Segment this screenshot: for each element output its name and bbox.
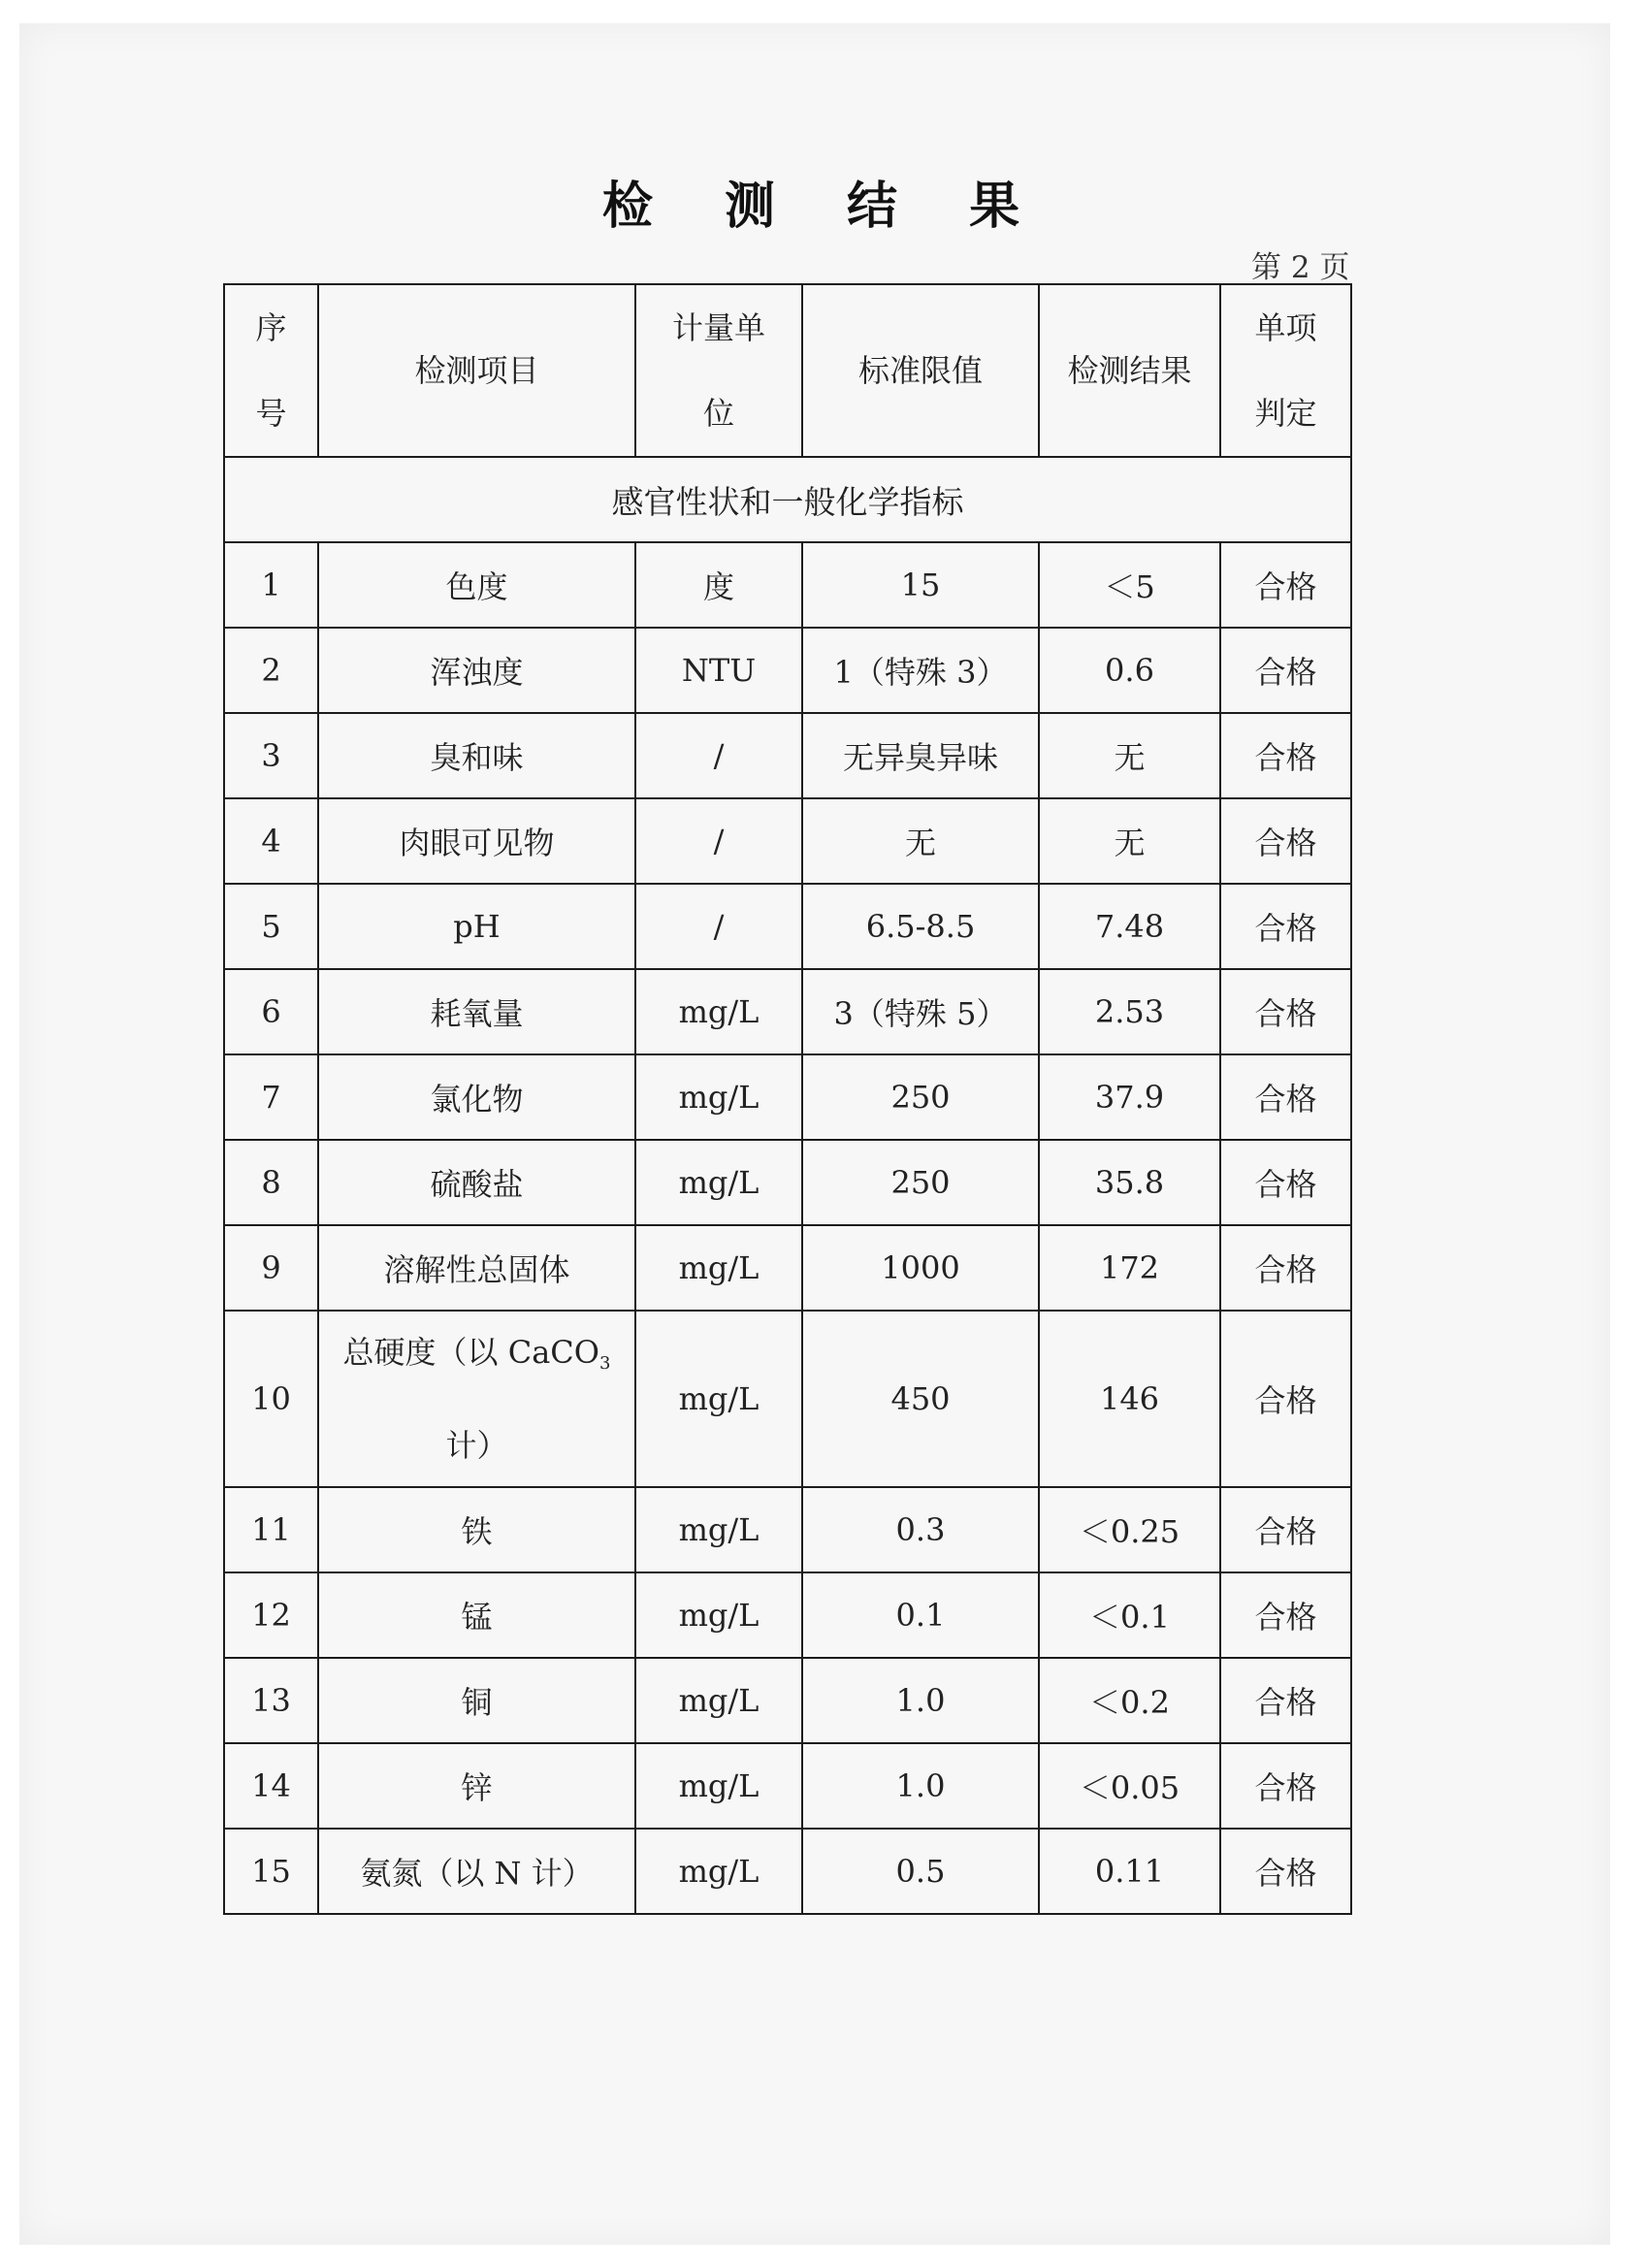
row-unit: 度: [635, 542, 802, 628]
row-unit: mg/L: [635, 1140, 802, 1225]
results-table: [223, 283, 1352, 1915]
row-item: 耗氧量: [318, 969, 635, 1054]
row-no: 3: [224, 713, 318, 798]
table-row: [224, 628, 1351, 713]
row-item: 硫酸盐: [318, 1140, 635, 1225]
row-unit: mg/L: [635, 1572, 802, 1658]
row-no: 2: [224, 628, 318, 713]
table-row: [224, 1225, 1351, 1311]
row-limit: 3（特殊 5）: [802, 969, 1039, 1054]
row-unit: /: [635, 713, 802, 798]
table-row: [224, 1743, 1351, 1829]
row-item: 锰: [318, 1572, 635, 1658]
row-no: 12: [224, 1572, 318, 1658]
row-judge: 合格: [1220, 969, 1351, 1054]
row-unit: mg/L: [635, 1829, 802, 1914]
row-judge: 合格: [1220, 1487, 1351, 1572]
table-row: [224, 1658, 1351, 1743]
row-item: 铁: [318, 1487, 635, 1572]
row-limit: 6.5-8.5: [802, 884, 1039, 969]
row-item: 锌: [318, 1743, 635, 1829]
row-judge: 合格: [1220, 1572, 1351, 1658]
row-judge: 合格: [1220, 884, 1351, 969]
row-judge: 合格: [1220, 1054, 1351, 1140]
row-no: 6: [224, 969, 318, 1054]
row-limit: 无: [802, 798, 1039, 884]
row-result: 37.9: [1039, 1054, 1220, 1140]
row-unit: mg/L: [635, 1054, 802, 1140]
table-row: [224, 884, 1351, 969]
row-result: 172: [1039, 1225, 1220, 1311]
row-judge: 合格: [1220, 1743, 1351, 1829]
row-limit: 250: [802, 1054, 1039, 1140]
header-unit-line2: 位: [702, 395, 734, 432]
row-item-line1: [319, 1312, 634, 1405]
row-limit: 0.3: [802, 1487, 1039, 1572]
row-limit: 1000: [802, 1225, 1039, 1311]
row-item: 肉眼可见物: [318, 798, 635, 884]
row-unit: mg/L: [635, 1225, 802, 1311]
row-limit: 450: [802, 1311, 1039, 1487]
row-result: 35.8: [1039, 1140, 1220, 1225]
row-result: 0.11: [1039, 1829, 1220, 1914]
row-item: 溶解性总固体: [318, 1225, 635, 1311]
header-judge-line1: 单项: [1254, 309, 1317, 346]
row-item: 臭和味: [318, 713, 635, 798]
header-unit: [635, 284, 802, 457]
row-item-line1-text: 总硬度（以 CaCO: [342, 1334, 599, 1371]
row-item-subscript: 3: [599, 1353, 611, 1374]
header-judge-line2: 判定: [1254, 395, 1317, 432]
row-judge: 合格: [1220, 1829, 1351, 1914]
row-limit: 0.5: [802, 1829, 1039, 1914]
row-unit: /: [635, 798, 802, 884]
header-result: 检测结果: [1039, 284, 1220, 457]
header-seq-line2: 号: [255, 395, 287, 432]
row-no: 1: [224, 542, 318, 628]
row-no: 15: [224, 1829, 318, 1914]
row-unit: mg/L: [635, 1487, 802, 1572]
header-seq-line1: 序: [255, 309, 287, 346]
row-no: 5: [224, 884, 318, 969]
row-unit: mg/L: [635, 1311, 802, 1487]
row-judge: 合格: [1220, 1140, 1351, 1225]
row-no: 10: [224, 1311, 318, 1487]
row-no: 9: [224, 1225, 318, 1311]
row-judge: 合格: [1220, 542, 1351, 628]
row-no: 11: [224, 1487, 318, 1572]
row-limit: 0.1: [802, 1572, 1039, 1658]
header-row: [224, 284, 1351, 457]
row-no: 8: [224, 1140, 318, 1225]
row-unit: mg/L: [635, 1743, 802, 1829]
header-limit: 标准限值: [802, 284, 1039, 457]
category-row: [224, 457, 1351, 542]
header-judge: [1220, 284, 1351, 457]
header-unit-line1: 计量单: [671, 309, 765, 346]
row-no: 7: [224, 1054, 318, 1140]
table-row: [224, 1829, 1351, 1914]
row-item-line2: 计）: [445, 1427, 508, 1464]
row-result: 无: [1039, 713, 1220, 798]
row-limit: 无异臭异味: [802, 713, 1039, 798]
row-no: 14: [224, 1743, 318, 1829]
table-row: [224, 969, 1351, 1054]
row-item: pH: [318, 884, 635, 969]
row-result: 146: [1039, 1311, 1220, 1487]
row-limit: 1（特殊 3）: [802, 628, 1039, 713]
row-unit: /: [635, 884, 802, 969]
category-label: 感官性状和一般化学指标: [224, 457, 1351, 542]
report-title: 检 测 结 果: [601, 178, 1048, 236]
row-limit: 1.0: [802, 1743, 1039, 1829]
row-judge: 合格: [1220, 1658, 1351, 1743]
header-item: 检测项目: [318, 284, 635, 457]
row-item: 色度: [318, 542, 635, 628]
row-judge: 合格: [1220, 1225, 1351, 1311]
row-result: ＜0.2: [1039, 1658, 1220, 1743]
row-result: 2.53: [1039, 969, 1220, 1054]
row-judge: 合格: [1220, 628, 1351, 713]
row-no: 13: [224, 1658, 318, 1743]
row-judge: 合格: [1220, 1311, 1351, 1487]
table-row: [224, 1054, 1351, 1140]
row-limit: 15: [802, 542, 1039, 628]
row-result: ＜0.25: [1039, 1487, 1220, 1572]
row-result: 无: [1039, 798, 1220, 884]
row-item: [318, 1311, 635, 1487]
header-seq: [224, 284, 318, 457]
table-row: [224, 798, 1351, 884]
row-result: ＜0.05: [1039, 1743, 1220, 1829]
table-row: [224, 1311, 1351, 1487]
row-result: ＜0.1: [1039, 1572, 1220, 1658]
row-item: 铜: [318, 1658, 635, 1743]
row-no: 4: [224, 798, 318, 884]
page-number: 第 2 页: [1251, 250, 1350, 285]
row-unit: NTU: [635, 628, 802, 713]
table-row: [224, 1487, 1351, 1572]
row-item: 氯化物: [318, 1054, 635, 1140]
row-unit: mg/L: [635, 969, 802, 1054]
row-judge: 合格: [1220, 713, 1351, 798]
row-result: 0.6: [1039, 628, 1220, 713]
row-item: 浑浊度: [318, 628, 635, 713]
table-row: [224, 713, 1351, 798]
row-result: 7.48: [1039, 884, 1220, 969]
table-row: [224, 1572, 1351, 1658]
row-item: 氨氮（以 N 计）: [318, 1829, 635, 1914]
table-row: [224, 542, 1351, 628]
row-result: ＜5: [1039, 542, 1220, 628]
table-row: [224, 1140, 1351, 1225]
row-limit: 1.0: [802, 1658, 1039, 1743]
row-judge: 合格: [1220, 798, 1351, 884]
row-unit: mg/L: [635, 1658, 802, 1743]
row-limit: 250: [802, 1140, 1039, 1225]
